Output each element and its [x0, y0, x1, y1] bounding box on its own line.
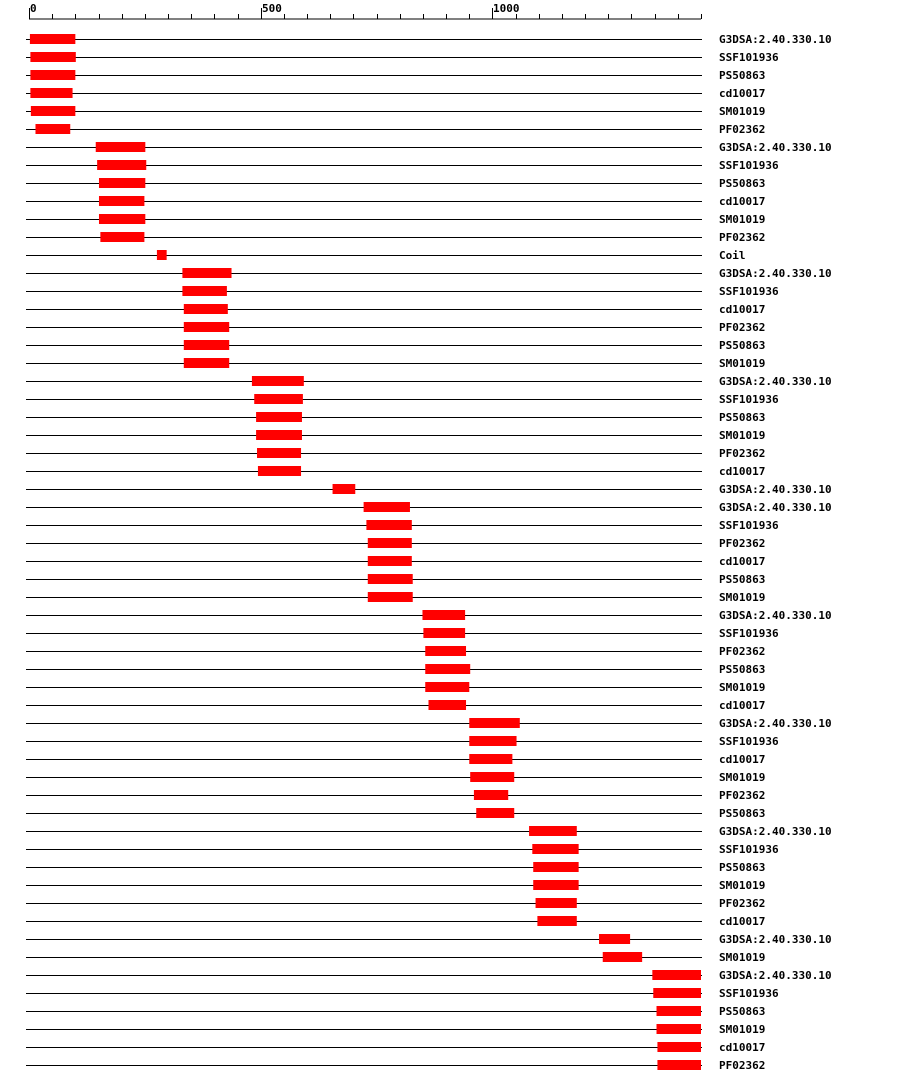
row-label: cd10017 [719, 195, 766, 208]
row-label: G3DSA:2.40.330.10 [719, 609, 832, 622]
domain-bar [252, 376, 304, 386]
track-row [26, 249, 746, 262]
row-label: SSF101936 [719, 843, 779, 856]
row-label: PS50863 [719, 807, 766, 820]
track-row [26, 465, 765, 478]
row-label: SSF101936 [719, 159, 779, 172]
track-row [26, 915, 765, 928]
track-row [26, 213, 765, 226]
track-row [26, 897, 765, 910]
domain-bar [256, 412, 302, 422]
row-label: cd10017 [719, 1041, 766, 1054]
row-label: PF02362 [719, 231, 766, 244]
track-row [26, 69, 765, 82]
domain-bar [254, 394, 303, 404]
domain-bar [31, 106, 75, 116]
domain-bar [366, 520, 411, 530]
row-label: SM01019 [719, 771, 766, 784]
domain-bar [333, 484, 356, 494]
track-row [26, 951, 765, 964]
row-label: PS50863 [719, 69, 766, 82]
domain-bar [537, 916, 576, 926]
track-row [26, 519, 779, 532]
row-label: cd10017 [719, 87, 766, 100]
track-row [26, 663, 765, 676]
track-row [26, 555, 765, 568]
track-row [26, 609, 832, 622]
domain-bar [30, 88, 72, 98]
track-row [26, 321, 765, 334]
domain-bar [368, 592, 413, 602]
track-row [26, 699, 765, 712]
domain-bar [533, 880, 578, 890]
domain-bar [476, 808, 514, 818]
row-label: SM01019 [719, 681, 766, 694]
track-row [26, 357, 765, 370]
track-row [26, 879, 765, 892]
domain-bar [423, 628, 465, 638]
domain-bar [532, 844, 578, 854]
track-row [26, 411, 765, 424]
domain-bar [653, 988, 701, 998]
row-label: SSF101936 [719, 627, 779, 640]
domain-bar [529, 826, 577, 836]
track-row [26, 573, 765, 586]
row-label: PF02362 [719, 447, 766, 460]
track-row [26, 735, 779, 748]
track-row [26, 447, 765, 460]
domain-bar [97, 160, 146, 170]
domain-bar [256, 430, 302, 440]
track-row [26, 771, 765, 784]
domain-bar [99, 178, 145, 188]
track-row [26, 627, 779, 640]
domain-bar [469, 736, 516, 746]
domain-bar [652, 970, 701, 980]
domain-bar [368, 556, 412, 566]
track-row [26, 753, 765, 766]
track-row [26, 1041, 765, 1054]
row-label: SM01019 [719, 1023, 766, 1036]
domain-bar [30, 52, 75, 62]
row-label: PF02362 [719, 537, 766, 550]
row-label: G3DSA:2.40.330.10 [719, 267, 832, 280]
domain-bar [30, 34, 75, 44]
domain-bar [425, 682, 469, 692]
track-row [26, 825, 832, 838]
row-label: PF02362 [719, 789, 766, 802]
row-label: cd10017 [719, 699, 766, 712]
row-label: cd10017 [719, 555, 766, 568]
axis-tick-label: 1000 [493, 2, 520, 15]
domain-bar [425, 664, 470, 674]
domain-bar [469, 718, 520, 728]
track-row [26, 195, 765, 208]
row-label: G3DSA:2.40.330.10 [719, 141, 832, 154]
domain-bar [257, 448, 301, 458]
row-label: G3DSA:2.40.330.10 [719, 501, 832, 514]
track-row [26, 393, 779, 406]
track-row [26, 969, 832, 982]
track-row [26, 717, 832, 730]
row-label: PS50863 [719, 573, 766, 586]
track-row [26, 645, 765, 658]
row-label: Coil [719, 249, 746, 262]
row-label: PF02362 [719, 1059, 766, 1072]
domain-bar [99, 214, 145, 224]
track-rows [26, 33, 832, 1072]
domain-bar [184, 322, 229, 332]
row-label: G3DSA:2.40.330.10 [719, 825, 832, 838]
domain-bar [184, 358, 229, 368]
row-label: PF02362 [719, 321, 766, 334]
track-row [26, 375, 832, 388]
row-label: SSF101936 [719, 735, 779, 748]
track-row [26, 1005, 765, 1018]
row-label: SSF101936 [719, 987, 779, 1000]
row-label: SSF101936 [719, 285, 779, 298]
domain-bar [422, 610, 465, 620]
domain-bar [157, 250, 167, 260]
row-label: G3DSA:2.40.330.10 [719, 969, 832, 982]
row-label: SSF101936 [719, 519, 779, 532]
domain-bar [470, 772, 514, 782]
row-label: SSF101936 [719, 51, 779, 64]
domain-bar [599, 934, 630, 944]
track-row [26, 861, 765, 874]
row-label: PS50863 [719, 339, 766, 352]
track-row [26, 537, 765, 550]
row-label: SM01019 [719, 951, 766, 964]
row-label: PS50863 [719, 1005, 766, 1018]
track-row [26, 231, 765, 244]
track-row [26, 51, 779, 64]
row-label: cd10017 [719, 465, 766, 478]
row-label: PF02362 [719, 123, 766, 136]
axis-tick-label: 500 [262, 2, 282, 15]
track-row [26, 1059, 765, 1072]
track-row [26, 987, 779, 1000]
domain-bar [533, 862, 578, 872]
row-label: SM01019 [719, 213, 766, 226]
track-row [26, 123, 765, 136]
domain-bar [657, 1024, 701, 1034]
track-row [26, 681, 765, 694]
scale-axis [29, 2, 702, 19]
row-label: SSF101936 [719, 393, 779, 406]
domain-bar [603, 952, 642, 962]
track-row [26, 1023, 765, 1036]
track-row [26, 303, 765, 316]
track-row [26, 429, 765, 442]
track-row [26, 87, 765, 100]
track-row [26, 591, 765, 604]
row-label: SM01019 [719, 429, 766, 442]
row-label: PF02362 [719, 897, 766, 910]
track-row [26, 933, 832, 946]
row-label: SM01019 [719, 591, 766, 604]
row-label: G3DSA:2.40.330.10 [719, 33, 832, 46]
domain-bar [368, 538, 412, 548]
domain-bar [425, 646, 466, 656]
row-label: SM01019 [719, 105, 766, 118]
axis-tick-label: 0 [30, 2, 37, 15]
track-row [26, 483, 832, 496]
domain-bar [30, 70, 75, 80]
track-row [26, 285, 779, 298]
track-row [26, 789, 765, 802]
track-row [26, 267, 832, 280]
domain-bar [536, 898, 577, 908]
row-label: cd10017 [719, 753, 766, 766]
row-label: PS50863 [719, 861, 766, 874]
domain-bar [657, 1060, 701, 1070]
domain-bar [182, 268, 231, 278]
domain-bar [428, 700, 466, 710]
domain-bar [99, 196, 144, 206]
track-row [26, 141, 832, 154]
row-label: G3DSA:2.40.330.10 [719, 717, 832, 730]
track-row [26, 177, 765, 190]
row-label: G3DSA:2.40.330.10 [719, 933, 832, 946]
row-label: PS50863 [719, 177, 766, 190]
domain-bar [469, 754, 512, 764]
domain-bar [35, 124, 70, 134]
row-label: SM01019 [719, 357, 766, 370]
domain-bar [368, 574, 413, 584]
domain-bar [182, 286, 226, 296]
row-label: G3DSA:2.40.330.10 [719, 483, 832, 496]
domain-bar [657, 1042, 701, 1052]
domain-bar [258, 466, 301, 476]
track-row [26, 159, 779, 172]
domain-bar [657, 1006, 701, 1016]
domain-bar [184, 340, 229, 350]
row-label: cd10017 [719, 915, 766, 928]
row-label: SM01019 [719, 879, 766, 892]
domain-bar [96, 142, 146, 152]
track-row [26, 33, 832, 46]
track-row [26, 105, 765, 118]
domain-bar [364, 502, 410, 512]
track-row [26, 807, 765, 820]
domain-bar [100, 232, 144, 242]
domain-bar [474, 790, 508, 800]
track-row [26, 843, 779, 856]
row-label: PS50863 [719, 663, 766, 676]
row-label: cd10017 [719, 303, 766, 316]
row-label: PF02362 [719, 645, 766, 658]
track-row [26, 501, 832, 514]
track-row [26, 339, 765, 352]
domain-bar [184, 304, 228, 314]
row-label: PS50863 [719, 411, 766, 424]
row-label: G3DSA:2.40.330.10 [719, 375, 832, 388]
